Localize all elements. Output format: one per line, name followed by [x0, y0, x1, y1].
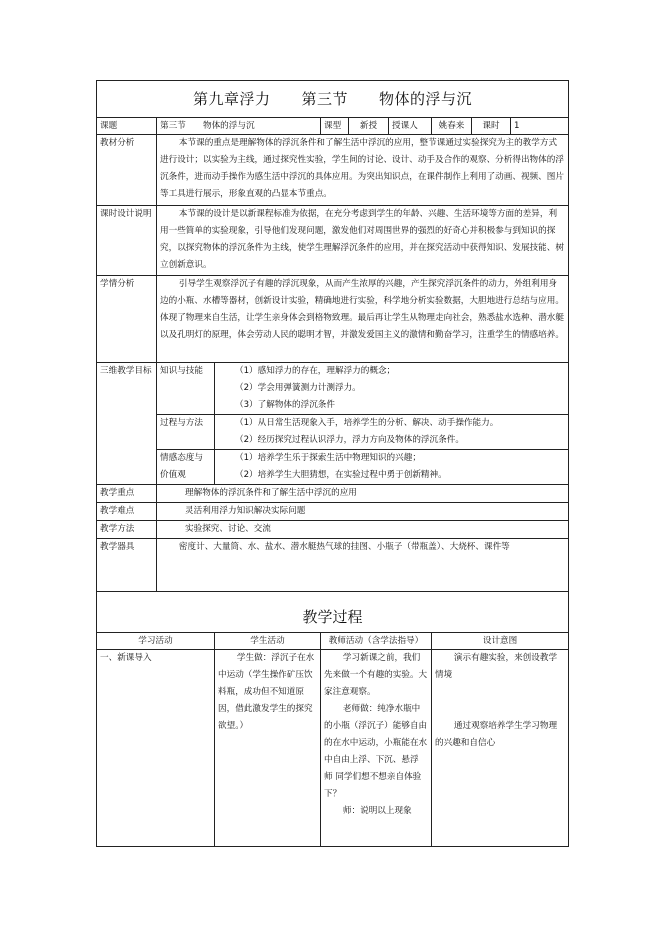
hours-label: 课时 [472, 118, 511, 135]
tools-label: 教学器具 [97, 539, 157, 592]
process-label: 过程与方法 [157, 415, 215, 450]
topic-value: 第三节 物体的浮与沉 [157, 118, 321, 135]
teacher-label: 授课人 [389, 118, 432, 135]
lesson-plan-table [96, 80, 569, 847]
key-label: 教学重点 [97, 485, 157, 503]
analysis-label: 教材分析 [97, 135, 157, 206]
goals-label: 三维教学目标 [97, 363, 157, 485]
teacher-step: 学习新课之前，我们先来做一个有趣的实验。大家注意观察。 [324, 653, 428, 697]
knowledge-item: （1）感知浮力的存在，理解浮力的概念； [235, 366, 396, 376]
difficulty-row [97, 503, 569, 521]
analysis-row [97, 135, 569, 206]
process-item: （1）从日常生活现象入手，培养学生的分析、解决、动手操作能力。 [235, 418, 499, 428]
difficulty-text: 灵活利用浮力知识解决实际问题 [157, 503, 569, 521]
process-col-activity: 学习活动 [97, 633, 215, 650]
teacher-value: 姚春来 [432, 118, 472, 135]
key-row [97, 485, 569, 503]
hours-value: 1 [511, 118, 569, 135]
knowledge-label: 知识与技能 [157, 363, 215, 415]
intro-teacher [321, 650, 432, 847]
teacher-step: 师：说明以上现象 [342, 806, 412, 816]
analysis-text: 本节课的重点是理解物体的浮沉条件和了解生活中浮沉的应用，整节课通过实验探究为主的教学方式进行设计；以实验为主线，通过探究性实验，学生间的讨论、设计、动手及合作的观察、分析得出物体的浮沉条件，进而动手操作为感生活中浮沉的具体应用。为突出知识点，在课件制作上利用了动画、视频、图片等工具进行展示，形象直观的凸显本节重点。 [157, 135, 569, 206]
difficulty-label: 教学难点 [97, 503, 157, 521]
method-label: 教学方法 [97, 521, 157, 539]
process-item: （2）经历探究过程认识浮力，浮力方向及物体的浮沉条件。 [235, 435, 464, 445]
type-value: 新授 [349, 118, 389, 135]
process-list [215, 415, 569, 450]
process-header-row [97, 633, 569, 650]
intent-item: 通过观察培养学生学习物理的兴趣和自信心 [435, 721, 558, 748]
teacher-step: 老师做：纯净水瓶中的小瓶（浮沉子）能够自由的在水中运动，小瓶能在水中自由上浮、下沉、悬浮 [324, 704, 428, 765]
emotion-label: 情感态度与价值观 [157, 450, 215, 485]
process-row-intro [97, 650, 569, 847]
knowledge-item: （2）学会用弹簧测力计测浮力。 [235, 383, 361, 393]
tools-text: 密度计、大量筒、水、盐水、潜水艇热气球的挂图、小瓶子（带瓶盖）、大烧杯、课件等 [157, 539, 569, 592]
tools-row [97, 539, 569, 592]
key-text: 理解物体的浮沉条件和了解生活中浮沉的应用 [157, 485, 569, 503]
students-text: 引导学生观察浮沉子有趣的浮沉现象，从而产生浓厚的兴趣，产生探究浮沉条件的动力，外组利用身边的小瓶、水槽等器材，创新设计实验，精确地进行实验，科学地分析实验数据，大胆地进行总结与应用。体现了物理来自生活，让学生亲身体会到格物致理。最后再让学生从物理走向社会，熟悉盐水选种、潜水艇以及孔明灯的原理，体会劳动人民的聪明才智，并激发爱国主义的激情和勤奋学习，注重学生的情感培养。 [157, 276, 569, 363]
process-col-intent: 设计意图 [432, 633, 569, 650]
emotion-list [215, 450, 569, 485]
process-col-student: 学生活动 [215, 633, 321, 650]
students-row [97, 276, 569, 363]
page-title: 第九章浮力 第三节 物体的浮与沉 [97, 81, 569, 118]
topic-label: 课题 [97, 118, 157, 135]
design-text: 本节课的设计是以新课程标准为依据，在充分考虑到学生的年龄、兴趣、生活环境等方面的差异，利用一些简单的实验现象，引导他们发现问题，激发他们对周围世界的强烈的好奇心并积极参与到知识的探究，以探究物体的浮沉条件为主线，使学生理解浮沉条件的应用，并在探究活动中获得知识、发展技能、树立创新意识。 [157, 206, 569, 276]
intro-intent [432, 650, 569, 847]
goal-emotion-row [97, 450, 569, 485]
type-label: 课型 [321, 118, 349, 135]
students-label: 学情分析 [97, 276, 157, 363]
method-row [97, 521, 569, 539]
knowledge-item: （3）了解物体的浮沉条件 [235, 400, 335, 410]
design-row [97, 206, 569, 276]
method-text: 实验探究、讨论、交流 [157, 521, 569, 539]
intro-student: 学生做：浮沉子在水中运动（学生操作矿压饮料瓶，成功但不知道原因，借此激发学生的探究欲望。） [215, 650, 321, 847]
knowledge-list [215, 363, 569, 415]
design-label: 课时设计说明 [97, 206, 157, 276]
goal-knowledge-row [97, 363, 569, 415]
emotion-item: （1）培养学生乐于探索生活中物理知识的兴趣； [235, 453, 421, 463]
lesson-plan-sheet [96, 80, 568, 850]
goal-process-row [97, 415, 569, 450]
intro-activity: 一、新课导入 [97, 650, 215, 847]
info-row [97, 118, 569, 135]
emotion-item: （2）培养学生大胆猜想，在实验过程中勇于创新精神。 [235, 470, 447, 480]
teacher-step: 师 同学们想不想亲自体验下？ [324, 772, 422, 799]
process-col-teacher: 教师活动（含学法指导） [321, 633, 432, 650]
process-title: 教学过程 [97, 602, 569, 633]
intent-item: 演示有趣实验，来创设教学情境 [435, 653, 558, 680]
